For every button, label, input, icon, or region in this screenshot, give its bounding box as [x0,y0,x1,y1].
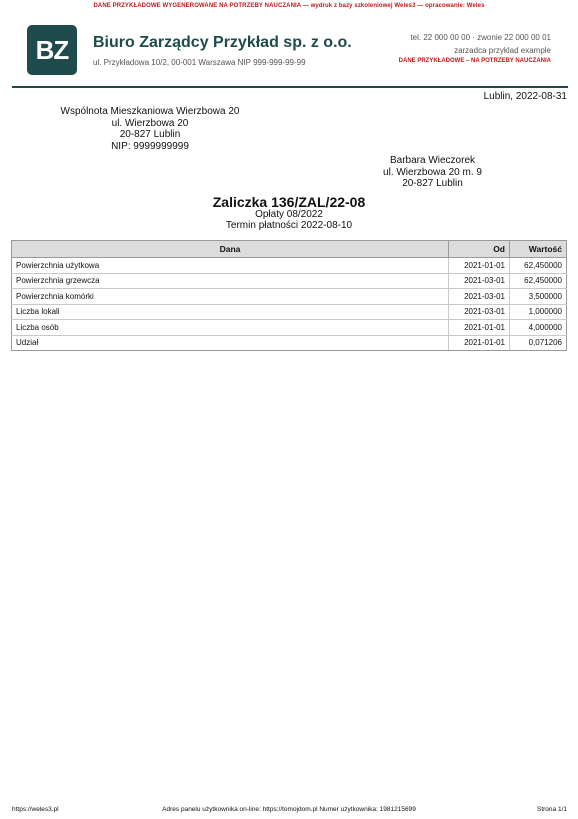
data-table [11,240,567,351]
company-warning: DANE PRZYKŁADOWE – NA POTRZEBY NAUCZANIA [398,58,551,64]
cell-value: 4,000000 [510,320,567,336]
cell-from: 2021-01-01 [449,335,510,351]
table-row [12,335,567,351]
company-site: zarzadca przyklad example [454,46,551,55]
sender-address [55,106,245,152]
recipient-line: 20-827 Lublin [402,178,463,189]
recipient-line: Barbara Wieczorek [389,155,476,166]
column-header-name: Dana [12,241,449,258]
cell-name: Powierzchnia komórki [12,289,449,305]
column-header-from: Od [449,241,510,258]
table-row [12,320,567,336]
footer-user-panel-info: Adres panelu użytkownika on-line: https://tomojdom.pl Numer użytkownika: 1981215699 [162,806,416,813]
document-subtitle: Opłaty 08/2022 [255,209,323,220]
cell-name: Udział [12,335,449,351]
cell-from: 2021-03-01 [449,289,510,305]
cell-from: 2021-03-01 [449,304,510,320]
cell-value: 3,500000 [510,289,567,305]
cell-name: Powierzchnia użytkowa [12,258,449,274]
cell-name: Liczba lokali [12,304,449,320]
recipient-line: ul. Wierzbowa 20 m. 9 [383,166,482,178]
cell-from: 2021-01-01 [449,320,510,336]
sender-line: ul. Wierzbowa 20 [111,117,189,129]
table-row [12,289,567,305]
cell-value: 1,000000 [510,304,567,320]
table-row [12,273,567,289]
column-header-value: Wartość [510,241,567,258]
cell-name: Powierzchnia grzewcza [12,273,449,289]
sender-line: 20-827 Lublin [119,129,181,140]
footer-page-number: Strona 1/1 [537,806,567,813]
place-date: Lublin, 2022-08-31 [483,91,567,102]
cell-value: 62,450000 [510,258,567,274]
footer-website-link[interactable]: https://weles3.pl [12,806,59,813]
cell-from: 2021-03-01 [449,273,510,289]
company-contact: tel. 22 000 00 00 · zwonie 22 000 00 01 [410,33,551,42]
table-row [12,304,567,320]
sender-line: Wspólnota Mieszkaniowa Wierzbowa 20 [60,106,240,117]
header-divider [12,86,568,88]
cell-value: 62,450000 [510,273,567,289]
company-address: ul. Przykładowa 10/2, 00-001 Warszawa NIP 999-999-99-99 [93,58,306,67]
table-header-row [12,241,567,258]
sender-line: NIP: 9999999999 [111,140,189,152]
document-title: Zaliczka 136/ZAL/22-08 [212,194,366,210]
table-row [12,258,567,274]
cell-name: Liczba osób [12,320,449,336]
company-logo: BZ [27,25,77,75]
cell-value: 0,071206 [510,335,567,351]
payment-due: Termin płatności 2022-08-10 [225,220,353,231]
cell-from: 2021-01-01 [449,258,510,274]
top-warning-banner: DANE PRZYKŁADOWE WYGENEROWANE NA POTRZEBY NAUCZANIA — wydruk z bazy szkoleniowej Weles3 — opracowanie: Weles [93,3,485,9]
recipient-address [360,155,505,190]
company-name: Biuro Zarządcy Przykład sp. z o.o. [93,34,352,51]
